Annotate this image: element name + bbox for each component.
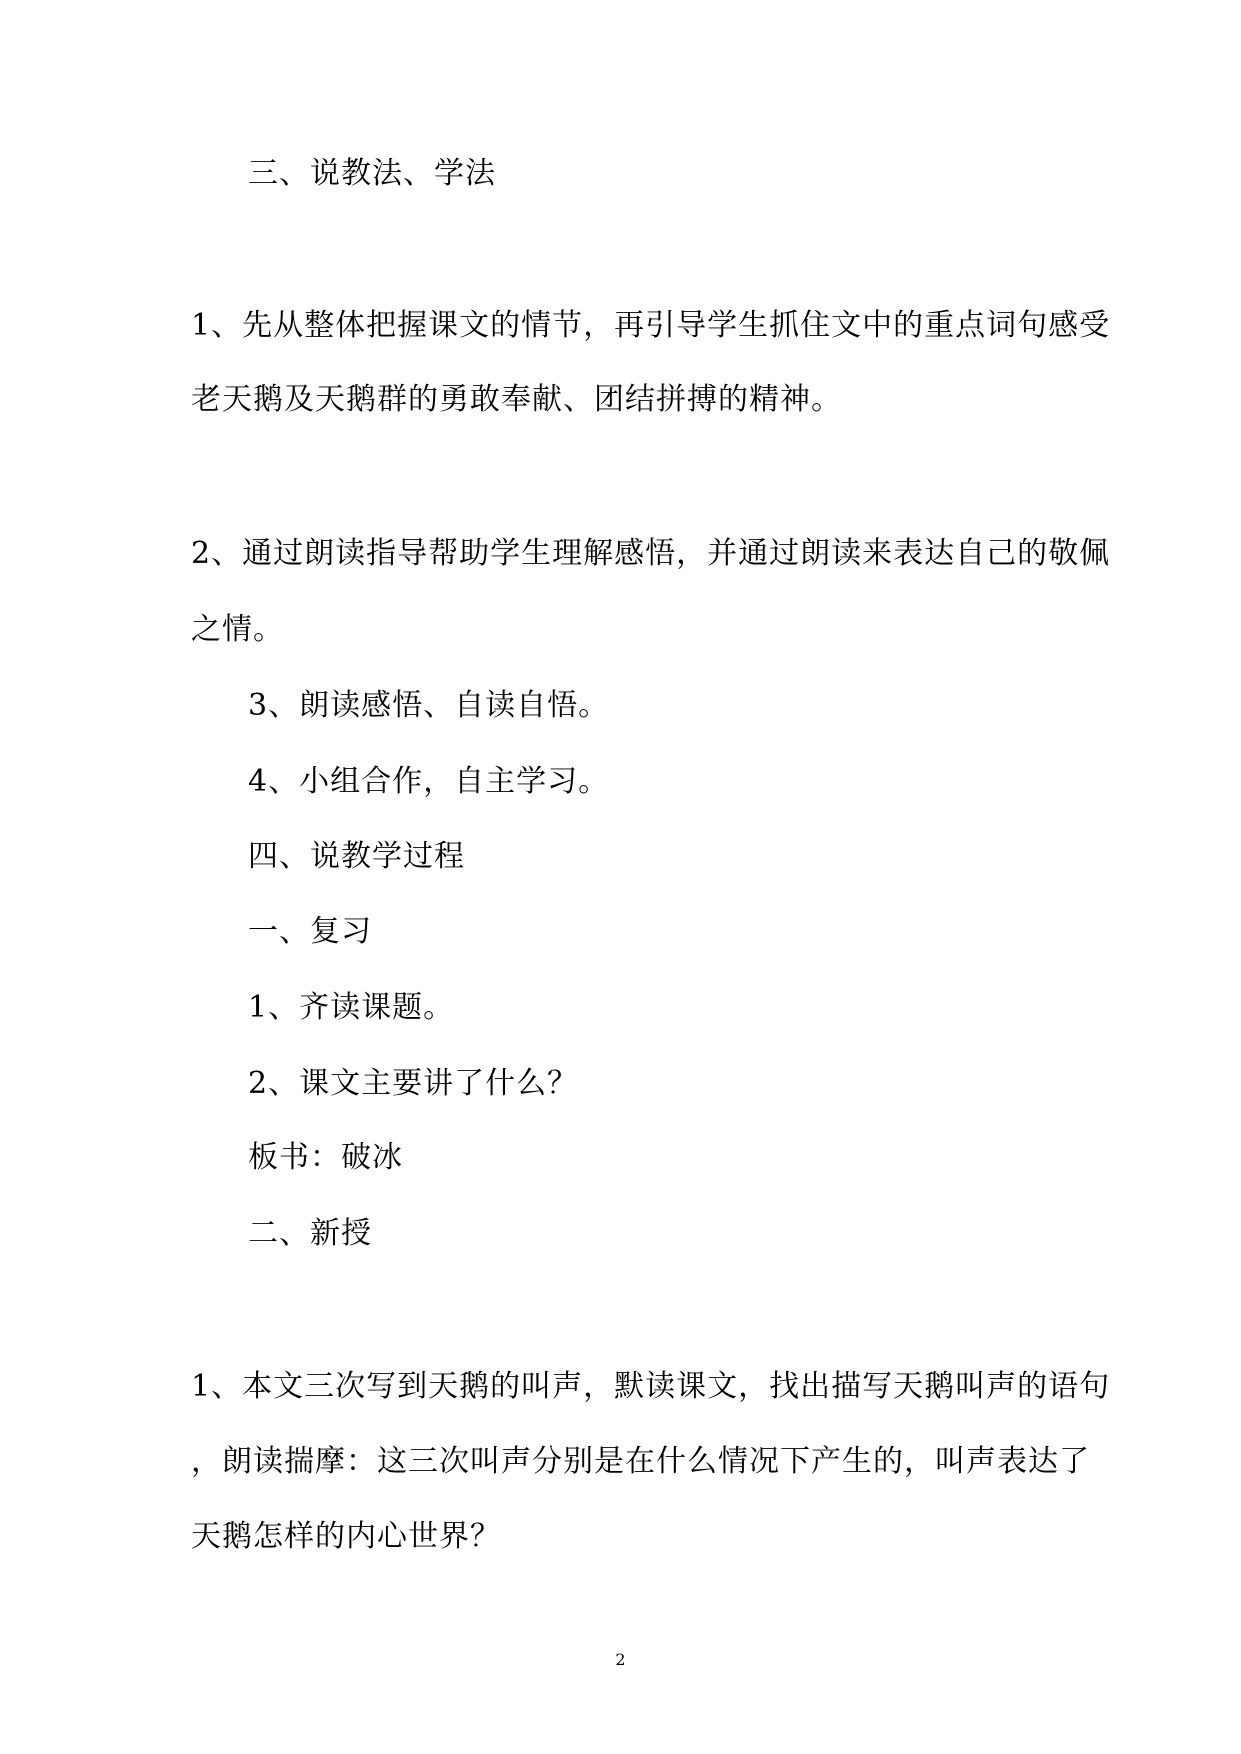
list-item: 4、小组合作，自主学习。 [248, 764, 610, 799]
paragraph-line: ，朗读揣摩：这三次叫声分别是在什么情况下产生的，叫声表达了 [191, 1444, 1090, 1479]
paragraph-line: 1、先从整体把握课文的情节，再引导学生抓住文中的重点词句感受 [191, 308, 1111, 343]
subsection-heading: 二、新授 [248, 1216, 372, 1251]
list-item: 1、齐读课题。 [248, 990, 455, 1025]
paragraph-line: 2、通过朗读指导帮助学生理解感悟，并通过朗读来表达自己的敬佩 [191, 536, 1111, 571]
paragraph-line: 1、本文三次写到天鹅的叫声，默读课文，找出描写天鹅叫声的语句 [191, 1369, 1111, 1404]
paragraph-line: 老天鹅及天鹅群的勇敢奉献、团结拼搏的精神。 [191, 382, 842, 417]
paragraph-line: 之情。 [191, 612, 284, 647]
subsection-heading: 一、复习 [248, 914, 372, 949]
page-number: 2 [615, 1650, 626, 1669]
list-item: 2、课文主要讲了什么？ [248, 1066, 579, 1101]
paragraph-line: 天鹅怎样的内心世界？ [191, 1519, 501, 1554]
section-heading-4: 四、说教学过程 [248, 839, 465, 874]
board-note: 板书：破冰 [248, 1140, 403, 1175]
section-heading-3: 三、说教法、学法 [248, 156, 496, 191]
list-item: 3、朗读感悟、自读自悟。 [248, 688, 610, 723]
